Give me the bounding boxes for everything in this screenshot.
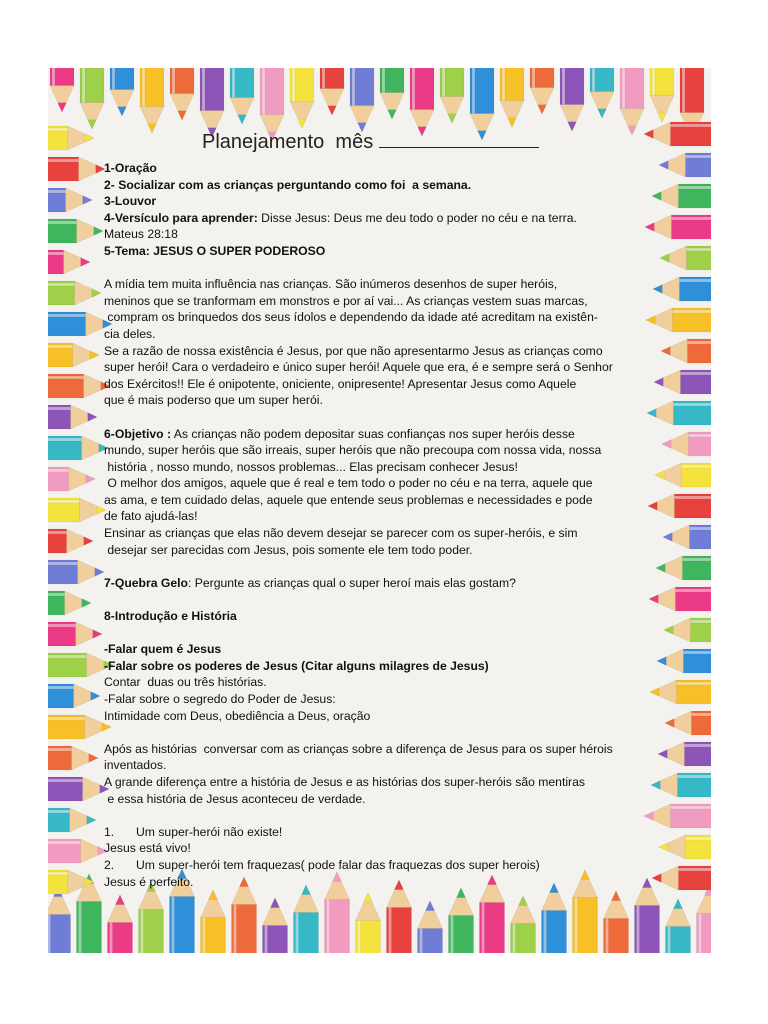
pencil-decoration — [48, 405, 97, 429]
text-line: desejar ser parecidas com Jesus, pois somente ele tem todo poder. — [104, 542, 473, 557]
pencil-decoration — [139, 882, 164, 953]
pencil-decoration — [80, 68, 104, 129]
quebra-gelo-label: 7-Quebra Gelo — [104, 575, 188, 590]
title-text: Planejamento mês — [202, 131, 374, 153]
midia-paragraph — [104, 276, 649, 409]
text-line: Se a razão de nossa existência é Jesus, por que não apresentarmo Jesus as crianças como — [104, 343, 603, 358]
pencil-decoration — [48, 529, 93, 553]
text-line: O melhor dos amigos, aquele que é real e tem todo o poder no céu e na terra, aquele que — [104, 476, 593, 491]
falar-poderes: -Falar sobre os poderes de Jesus (Citar alguns milagres de Jesus) — [104, 658, 489, 673]
pencil-decoration — [387, 880, 412, 953]
pencil-decoration — [590, 68, 614, 118]
versiculo-ref: Mateus 28:18 — [104, 227, 178, 242]
pencil-decoration — [48, 777, 109, 801]
pencil-decoration — [644, 804, 711, 828]
pencil-decoration — [649, 587, 711, 611]
pencil-decoration — [48, 436, 108, 460]
pencil-decoration — [449, 888, 474, 953]
pencil-decoration — [48, 808, 96, 832]
text-line: compram os brinquedos dos seus ídolos e dependendo da idade até acreditam na existên- — [104, 310, 598, 325]
quebra-gelo — [104, 575, 649, 592]
pencil-decoration — [48, 343, 99, 367]
pencil-decoration — [650, 680, 711, 704]
pencil-decoration — [656, 556, 711, 580]
pencil-decoration — [48, 622, 102, 646]
pencil-decoration — [663, 525, 711, 549]
versiculo-label: 4-Versículo para aprender: — [104, 210, 258, 225]
list-text: Um super-herói não existe! — [136, 824, 283, 839]
text-line: A mídia tem muita influência nas crianças. São inúmeros desenhos de super heróis, — [104, 277, 558, 292]
objetivo-first: As crianças não podem depositar suas confianças nos super heróis desse — [171, 426, 575, 441]
falar-quem: -Falar quem é Jesus — [104, 642, 222, 657]
pencil-decoration — [659, 153, 711, 177]
list-item — [104, 824, 649, 841]
jesus-vivo: Jesus está vivo! — [104, 841, 191, 856]
tema-text: JESUS O SUPER PODEROSO — [149, 243, 326, 258]
pencil-decoration — [350, 68, 374, 132]
pencil-decoration — [48, 250, 90, 274]
text-line: A grande diferença entre a história de Jesus e as histórias dos super-heróis são mentiras — [104, 774, 585, 789]
pencil-decoration — [657, 649, 711, 673]
pencil-decoration — [48, 498, 106, 522]
item-socializar: 2- Socializar com as crianças perguntando como foi a semana. — [104, 177, 472, 192]
pencil-decoration — [50, 68, 74, 112]
text-line: Ensinar as crianças que elas não devem desejar se parecer com os super-heróis, e sim — [104, 526, 578, 541]
list-number: 1. — [104, 824, 115, 839]
pencil-decoration — [48, 591, 91, 615]
pencil-decoration — [500, 68, 524, 127]
text-line: mundo, super heróis que são irreais, super heróis que não precoupa com nossa vida, nossa — [104, 443, 602, 458]
pencil-decoration — [48, 715, 111, 739]
pencil-decoration — [560, 68, 584, 131]
pencil-decoration — [48, 467, 95, 491]
pencil-decoration — [620, 68, 644, 135]
introducao-heading: 8-Introdução e História — [104, 609, 237, 624]
pencil-decoration — [652, 184, 711, 208]
pencil-decoration — [48, 157, 105, 181]
pencil-decoration — [660, 246, 711, 270]
item-versiculo — [104, 210, 649, 227]
pencil-decoration — [542, 883, 567, 953]
objetivo-section — [104, 426, 649, 559]
pencil-decoration — [664, 618, 711, 642]
pencil-decoration — [230, 68, 254, 124]
jesus-perfeito: Jesus é perfeito. — [104, 874, 194, 889]
worksheet-page — [48, 68, 711, 953]
pencil-decoration — [652, 866, 711, 890]
pencil-decoration — [140, 68, 164, 133]
pencil-decoration — [604, 891, 629, 953]
pencil-decoration — [48, 839, 107, 863]
pencil-decoration — [645, 215, 711, 239]
pencil-decoration — [418, 901, 443, 953]
text-line: e essa história de Jesus aconteceu de verdade. — [104, 791, 366, 806]
objetivo-first-line — [104, 426, 649, 443]
pencil-decoration — [290, 68, 314, 128]
list-text: Um super-herói tem fraquezas( pode falar das fraquezas dos super herois) — [136, 857, 540, 872]
pencil-decoration — [530, 68, 554, 114]
pencil-decoration — [651, 773, 711, 797]
pencil-decoration — [48, 684, 100, 708]
pencil-decoration — [655, 463, 711, 487]
pencil-decoration — [356, 893, 381, 953]
item-tema — [104, 243, 649, 260]
pencil-decoration — [48, 219, 103, 243]
pencil-decoration — [201, 890, 226, 953]
text-line: dos Exércitos!! Ele é onipotente, oniciente, onipresente! Apresentar Jesus como Aquele — [104, 376, 577, 391]
pencil-decoration — [263, 898, 288, 953]
worksheet-content — [104, 130, 649, 890]
pencil-decoration — [380, 68, 404, 119]
pencil-decoration — [665, 711, 711, 735]
pencil-decoration — [48, 746, 98, 770]
pencil-decoration — [108, 895, 133, 953]
tema-label: 5-Tema: — [104, 243, 150, 258]
pencil-decoration — [644, 122, 711, 146]
pencil-decoration — [200, 68, 224, 137]
pencil-decoration — [647, 401, 711, 425]
pencil-decoration — [294, 885, 319, 953]
pencil-decoration — [48, 188, 92, 212]
quebra-gelo-text: : Pergunte as crianças qual o super heroí mais elas gostam? — [187, 575, 516, 590]
text-line: que é mais poderso que um super herói. — [104, 393, 323, 408]
pencil-decoration — [654, 370, 711, 394]
pencil-decoration — [410, 68, 434, 136]
pencil-decoration — [48, 126, 94, 150]
pencil-decoration — [661, 339, 711, 363]
pencil-decoration — [648, 494, 711, 518]
pencil-decoration — [48, 887, 71, 953]
pencil-decoration — [666, 899, 691, 953]
pencil-decoration — [48, 312, 112, 336]
pencil-decoration — [110, 68, 134, 116]
text-line: super herói! Cara o verdadeiro e único super herói! Aquele que era, é e sempre será o Senhor — [104, 360, 613, 375]
month-blank-line — [379, 133, 539, 148]
pencil-decoration — [658, 742, 711, 766]
pencil-decoration — [653, 277, 711, 301]
pencil-decoration — [440, 68, 464, 123]
pencil-decoration — [650, 68, 674, 122]
pencil-decoration — [320, 68, 344, 115]
item-oracao: 1-Oração — [104, 161, 157, 175]
objetivo-label: 6-Objetivo : — [104, 426, 172, 441]
text-line: as ama, e tem cuidado delas, aquele que entende seus problemas e necessidades e pode — [104, 492, 593, 507]
text-line: inventados. — [104, 758, 167, 773]
pencil-decoration — [659, 835, 711, 859]
pencil-decoration — [48, 374, 110, 398]
text-line: Após as histórias conversar com as crianças sobre a diferença de Jesus para os super hérois — [104, 741, 613, 756]
list-number: 2. — [104, 857, 115, 872]
pencil-decoration — [48, 281, 101, 305]
text-line: Contar duas ou três histórias. — [104, 675, 267, 690]
versiculo-text: Disse Jesus: Deus me deu todo o poder no céu e na terra. — [257, 210, 577, 225]
list-item — [104, 857, 649, 874]
text-line: Intimidade com Deus, obediência a Deus, oração — [104, 708, 371, 723]
text-line: meninos que se tranformam em monstros e por aí vai... As crianças vestem suas marcas, — [104, 293, 588, 308]
pencil-decoration — [662, 432, 711, 456]
pencil-decoration — [511, 896, 536, 953]
text-line: cia deles. — [104, 326, 156, 341]
text-line: de fato ajudá-las! — [104, 509, 198, 524]
text-line: história , nosso mundo, nossos problemas... Elas precisam conhecer Jesus! — [104, 459, 518, 474]
pencil-decoration — [646, 308, 711, 332]
item-louvor: 3-Louvor — [104, 194, 157, 209]
text-line: -Falar sobre o segredo do Poder de Jesus: — [104, 692, 336, 706]
pencil-decoration — [48, 560, 104, 584]
page-title — [202, 130, 649, 154]
pencil-decoration — [170, 68, 194, 120]
pencil-decoration — [697, 886, 712, 953]
